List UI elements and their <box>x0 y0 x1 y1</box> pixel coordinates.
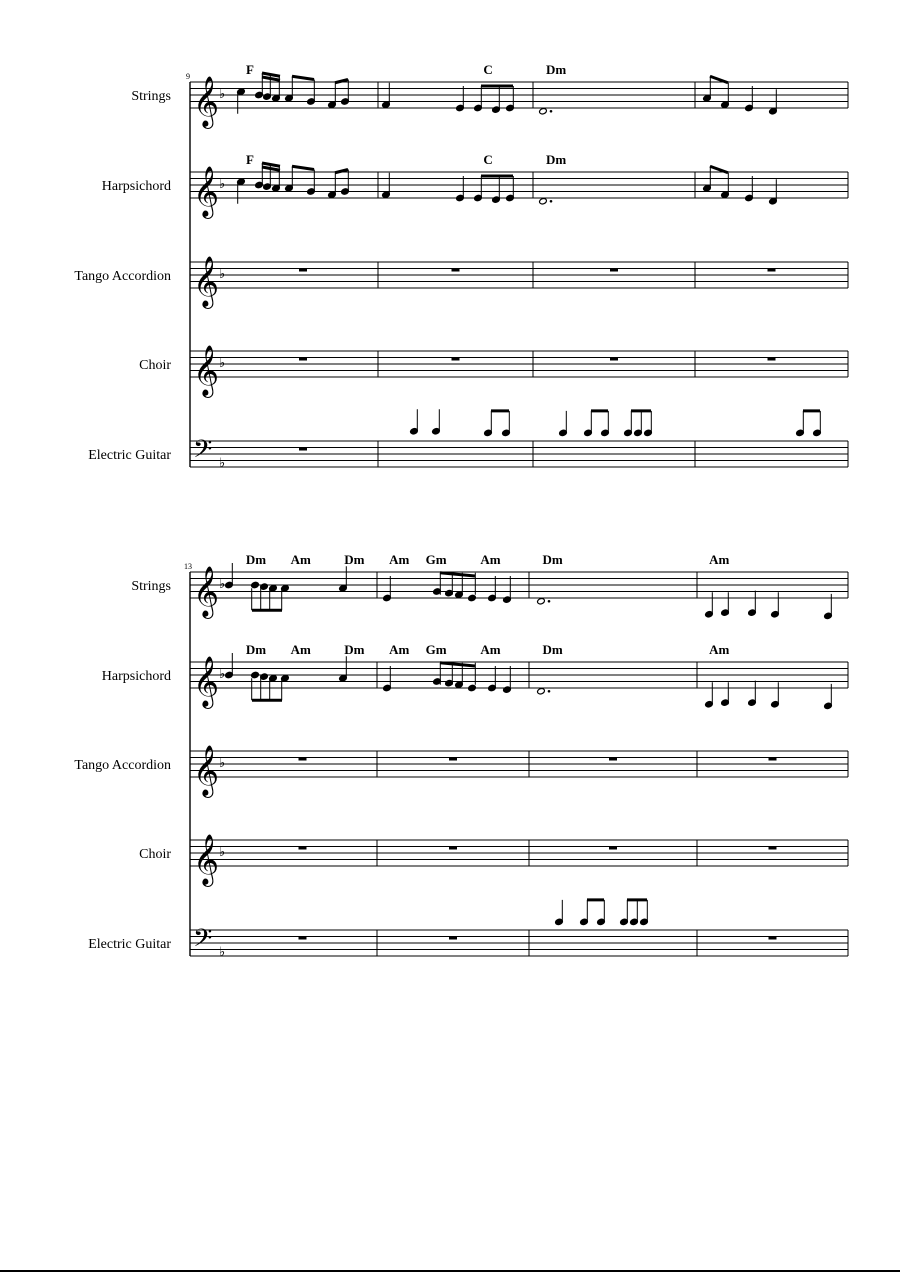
beam <box>440 663 475 666</box>
whole-rest <box>769 758 777 761</box>
flat-icon: ♭ <box>219 667 226 682</box>
treble-clef-icon: 𝄞 <box>193 166 220 217</box>
chord-symbol: Dm <box>245 552 267 567</box>
score-system <box>74 552 848 960</box>
measure-number: 9 <box>186 72 190 81</box>
whole-rest <box>299 448 307 451</box>
instrument-label: Electric Guitar <box>88 937 171 952</box>
measure-number: 13 <box>184 562 192 571</box>
whole-rest <box>299 358 307 361</box>
instrument-label: Strings <box>131 89 171 104</box>
instrument-label: Tango Accordion <box>74 269 171 284</box>
instrument-label: Electric Guitar <box>88 448 171 463</box>
whole-rest <box>769 937 777 940</box>
dot <box>550 110 553 113</box>
staff-electric-guitar <box>88 900 848 960</box>
treble-clef-icon: 𝄞 <box>193 745 220 796</box>
bass-clef-icon: 𝄢 <box>193 923 213 959</box>
instrument-label: Harpsichord <box>101 669 171 684</box>
dot <box>550 200 553 203</box>
notehead <box>468 594 477 601</box>
whole-rest <box>299 937 307 940</box>
flat-icon: ♭ <box>219 577 226 592</box>
flat-icon: ♭ <box>219 944 226 960</box>
chord-symbol: Dm <box>344 642 365 657</box>
flat-icon: ♭ <box>219 87 226 102</box>
beam <box>262 163 280 166</box>
instrument-label: Choir <box>139 358 171 373</box>
chord-symbol: Dm <box>344 552 365 567</box>
chord-symbol: Dm <box>542 552 563 567</box>
staff-harpsichord <box>102 642 848 710</box>
chord-symbol: Am <box>480 552 501 567</box>
chord-symbol: Am <box>290 642 311 657</box>
notehead <box>537 598 546 605</box>
beam <box>292 76 314 79</box>
instrument-label: Harpsichord <box>101 179 171 194</box>
chord-symbol: Dm <box>542 642 563 657</box>
chord-symbol: Am <box>480 642 501 657</box>
beam <box>292 166 314 169</box>
flat-icon: ♭ <box>219 177 226 192</box>
notehead <box>468 684 477 691</box>
score-system <box>74 62 848 471</box>
whole-rest <box>609 847 617 850</box>
flat-icon: ♭ <box>219 756 226 771</box>
bass-clef-icon: 𝄢 <box>193 434 213 470</box>
beam <box>440 573 475 576</box>
flat-icon: ♭ <box>219 267 226 282</box>
whole-rest <box>299 758 307 761</box>
chord-symbol: Gm <box>425 552 447 567</box>
treble-clef-icon: 𝄞 <box>193 256 220 307</box>
staff-electric-guitar <box>88 409 848 471</box>
chord-symbol: C <box>483 62 493 77</box>
staff-strings <box>131 62 848 129</box>
flat-icon: ♭ <box>219 356 226 371</box>
staff-harpsichord <box>102 152 848 219</box>
chord-symbol: Am <box>709 642 730 657</box>
whole-rest <box>610 269 618 272</box>
whole-rest <box>449 847 457 850</box>
chord-symbol: Dm <box>545 152 567 167</box>
whole-rest <box>768 358 776 361</box>
dot <box>548 600 551 603</box>
notehead <box>539 198 548 205</box>
notehead <box>251 671 260 678</box>
whole-rest <box>452 269 460 272</box>
flat-icon: ♭ <box>219 845 226 860</box>
whole-rest <box>769 847 777 850</box>
chord-symbol: F <box>246 152 254 167</box>
flat-icon: ♭ <box>219 455 226 471</box>
whole-rest <box>299 269 307 272</box>
beam <box>262 167 280 170</box>
staff-strings <box>131 552 848 620</box>
chord-symbol: F <box>246 62 254 77</box>
instrument-label: Choir <box>139 847 171 862</box>
staff-choir <box>139 345 848 398</box>
chord-symbol: Dm <box>545 62 567 77</box>
instrument-label: Strings <box>131 579 171 594</box>
chord-symbol: Am <box>389 642 410 657</box>
beam <box>262 77 280 80</box>
chord-symbol: Am <box>709 552 730 567</box>
whole-rest <box>449 758 457 761</box>
instrument-label: Tango Accordion <box>74 758 171 773</box>
dot <box>548 690 551 693</box>
whole-rest <box>299 847 307 850</box>
notehead <box>537 688 546 695</box>
treble-clef-icon: 𝄞 <box>193 656 220 707</box>
beam <box>262 73 280 76</box>
whole-rest <box>452 358 460 361</box>
whole-rest <box>768 269 776 272</box>
staff-choir <box>139 834 848 887</box>
notehead <box>251 581 260 588</box>
treble-clef-icon: 𝄞 <box>193 76 220 127</box>
notehead <box>539 108 548 115</box>
chord-symbol: Dm <box>245 642 267 657</box>
whole-rest <box>610 358 618 361</box>
chord-symbol: Am <box>290 552 311 567</box>
chord-symbol: C <box>483 152 493 167</box>
whole-rest <box>609 758 617 761</box>
whole-rest <box>449 937 457 940</box>
chord-symbol: Am <box>389 552 410 567</box>
treble-clef-icon: 𝄞 <box>193 345 220 396</box>
chord-symbol: Gm <box>425 642 447 657</box>
treble-clef-icon: 𝄞 <box>193 566 220 617</box>
treble-clef-icon: 𝄞 <box>193 834 220 885</box>
